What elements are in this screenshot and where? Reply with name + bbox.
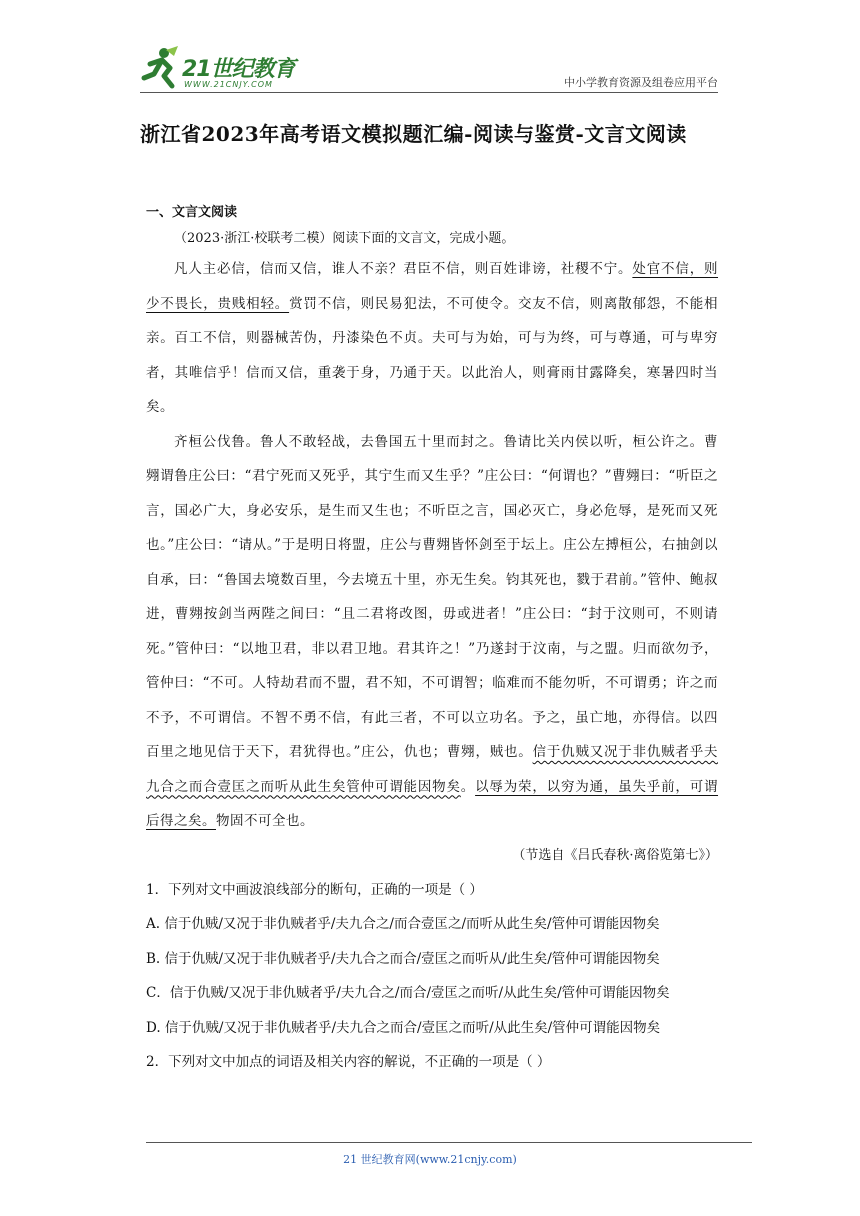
passage-text: 齐桓公伐鲁。鲁人不敢轻战，去鲁国五十里而封之。鲁请比关内侯以听，桓公许之。曹翙谓鲁庄公曰：“君宁死而又死乎，其宁生而又生乎？”庄公曰：“何谓也？”曹翙曰：“听臣之言，国必广大，身必安乐，是生而又生也；不听臣之言，国必灭亡，身必危辱，是死而又死也。”庄公曰：“请从。”于是明日将盟，庄公与曹翙皆怀剑至于坛上。庄公左搏桓公，右抽剑以自承，曰：“鲁国去境数百里，今去境五十里，亦无生矣。钧其死也，戮于君前。”管仲、鲍叔进，曹翙按剑当两陛之间曰：“且二君将改图，毋或进者！”庄公曰：“封于汶则可，不则请死。”管仲曰：“以地卫君，非以君卫地。君其许之！”乃遂封于汶南，与之盟。归而欲勿予，管仲曰：“不可。人特劫君而不盟，君不知，不可谓智；临难而不能勿听，不可谓勇；许之而不予，不可谓信。不智不勇不信，有此三者，不可以立功名。予之，虽亡地，亦得信。以四百里之地见信于天下，君犹得也。”庄公，仇也；曹翙，贼也。 [146,433,718,760]
section-heading: 一、文言文阅读 [146,205,238,220]
footer-divider [146,1142,752,1143]
page-header [140,38,718,94]
header-tagline: 中小学教育资源及组卷应用平台 [564,76,718,89]
wavy-underlined-passage: 信于仇贼又况于非仇贼者乎夫九合之而合壹匡之而听从此生矣管仲可谓能因物矣 [146,744,718,795]
logo-url: WWW.21CNJY.COM [184,80,273,89]
page-footer[interactable]: 21 世纪教育网(www.21cnjy.com) [343,1153,517,1166]
question-2-stem: 2．下列对文中加点的词语及相关内容的解说，不正确的一项是（ ） [146,1054,551,1070]
passage-paragraph-2 [146,425,718,839]
passage-paragraph-1 [146,252,718,425]
header-divider [140,92,718,93]
underlined-sentence: 处官不信，则少不畏长，贵贱相轻。 [146,261,719,312]
underlined-sentence: 以辱为荣，以穷为通，虽失乎前，可谓后得之矣。 [146,778,719,829]
runner-logo-icon [140,46,180,90]
passage-citation: （节选自《吕氏春秋·离俗览第七》） [512,847,718,863]
passage-text: 凡人主必信，信而又信，谁人不亲？君臣不信，则百姓诽谤，社稷不宁。 [174,261,633,277]
passage-text: 物固不可全也。 [216,813,314,829]
question-source: （2023·浙江·校联考二模）阅读下面的文言文，完成小题。 [174,231,515,246]
question-1-option-d[interactable]: D. 信于仇贼/又况于非仇贼者乎/夫九合之而合/壹匡之而听/从此生矣/管仲可谓能因物矣 [146,1019,661,1036]
passage-text: 。 [460,778,476,795]
question-1-option-c[interactable]: C．信于仇贼/又况于非仇贼者乎/夫九合之/而合/壹匡之而听/从此生矣/管仲可谓能因物矣 [146,985,670,1001]
question-1-option-b[interactable]: B. 信于仇贼/又况于非仇贼者乎/夫九合之而合/壹匡之而听从/此生矣/管仲可谓能因物矣 [146,950,660,967]
document-body [146,200,718,1080]
question-1-stem: 1．下列对文中画波浪线部分的断句，正确的一项是（ ） [146,881,483,898]
logo-text: 21世纪教育 [182,57,295,82]
document-title: 浙江省2023年高考语文模拟题汇编-阅读与鉴赏-文言文阅读 [140,122,687,146]
question-1-option-a[interactable]: A. 信于仇贼/又况于非仇贼者乎/夫九合之/而合壹匡之/而听从此生矣/管仲可谓能因物矣 [146,916,660,932]
passage-text: 赏罚不信，则民易犯法，不可使令。交友不信，则离散郁怨，不能相亲。百工不信，则器械苦伪，丹漆染色不贞。夫可与为始，可与为终，可与尊通，可与卑穷者，其唯信乎！信而又信，重袭于身，乃通于天。以此治人，则膏雨甘露降矣，寒暑四时当矣。 [146,295,719,415]
site-logo[interactable] [140,46,310,90]
